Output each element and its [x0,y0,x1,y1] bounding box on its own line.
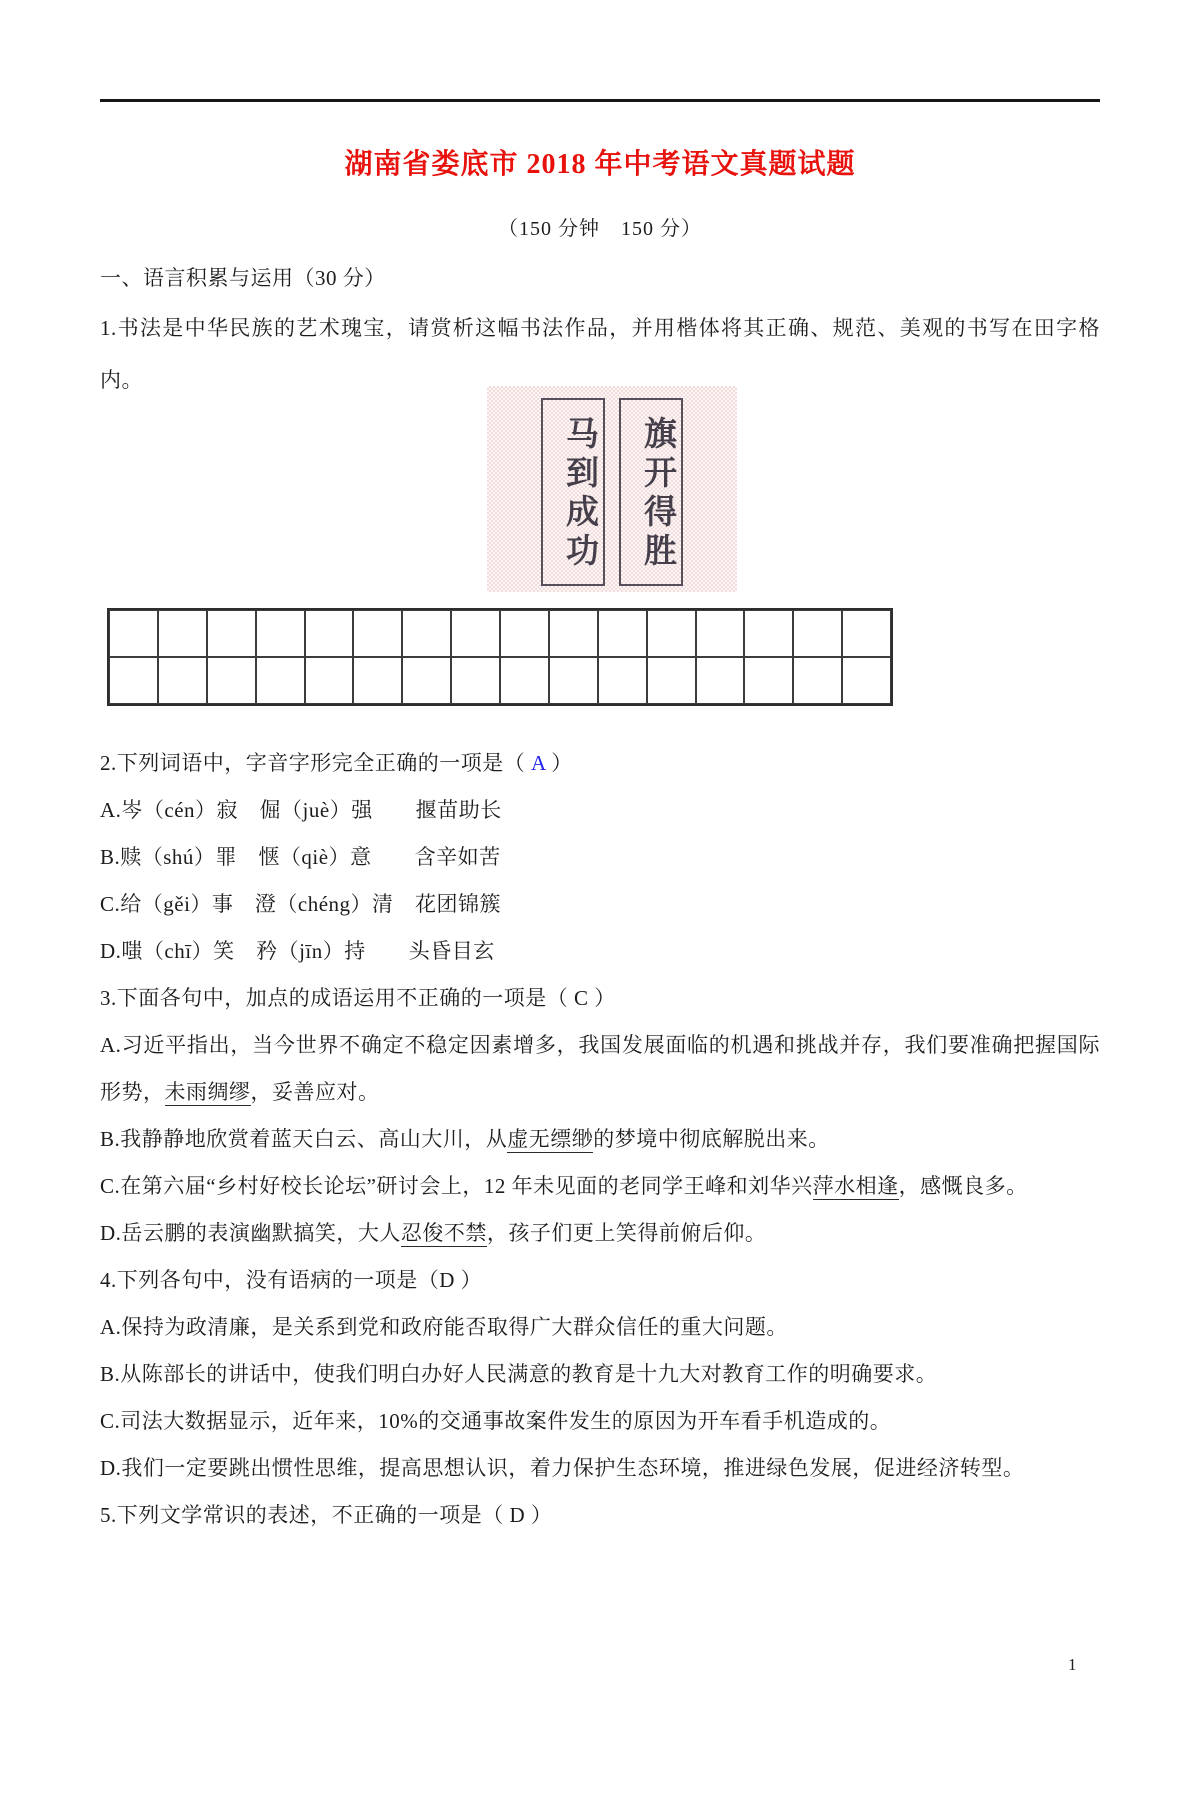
q3-a-text: A.习近平指出，当今世界不确定不稳定因素增多，我国发展面临的机遇和挑战并存，我们要准确把握国际形势， [100,1033,1100,1104]
grid-cell [402,657,451,704]
grid-cell [647,657,696,704]
q3-b-text-end: 的梦境中彻底解脱出来。 [593,1127,830,1151]
q2-option-d: D.嗤（chī）笑 矜（jīn）持 头昏目玄 [100,939,495,963]
underlined-idiom: 萍水相逢 [812,1174,899,1198]
grid-cell [402,610,451,657]
grid-cell [256,610,305,657]
underlined-idiom: 虚无缥缈 [507,1127,594,1151]
section-heading: 一、语言积累与运用（30 分） [100,266,386,290]
grid-cell [207,610,256,657]
grid-cell [793,610,842,657]
q4-option-a: A.保持为政清廉，是关系到党和政府能否取得广大群众信任的重大问题。 [100,1315,788,1339]
grid-cell [842,610,891,657]
question-3-stem: 3.下面各句中，加点的成语运用不正确的一项是（ C ） [100,986,616,1010]
grid-cell [451,657,500,704]
q3-option-d [100,1210,1100,1257]
practice-grid [107,608,893,706]
grid-cell [500,610,549,657]
grid-cell [842,657,891,704]
q3-d-text-end: ，孩子们更上笑得前俯后仰。 [486,1221,767,1245]
question-4-stem: 4.下列各句中，没有语病的一项是（D ） [100,1268,483,1292]
grid-cell [158,657,207,704]
header-rule [100,99,1100,102]
grid-cell [793,657,842,704]
grid-cell [451,610,500,657]
question-5-stem: 5.下列文学常识的表述，不正确的一项是（ D ） [100,1503,553,1527]
grid-cell [696,657,745,704]
calligraphy-panel-left: 马到成功 [541,398,605,586]
grid-cell [256,657,305,704]
q4-option-d: D.我们一定要跳出惯性思维，提高思想认识，着力保护生态环境，推进绿色发展，促进经济转型。 [100,1456,1025,1480]
underlined-idiom: 未雨绸缪 [164,1080,251,1104]
grid-cell [744,657,793,704]
exam-duration-score: （150 分钟 150 分） [498,218,702,240]
q3-b-text: B.我静静地欣赏着蓝天白云、高山大川，从 [100,1127,508,1151]
grid-cell [305,610,354,657]
q4-option-c: C.司法大数据显示，近年来，10%的交通事故案件发生的原因为开车看手机造成的。 [100,1409,892,1433]
q3-option-a [100,1022,1100,1116]
q3-option-b [100,1116,1100,1163]
grid-cell [109,610,158,657]
grid-cell [598,657,647,704]
q2-stem-after: ） [545,751,573,775]
page-title: 湖南省娄底市 2018 年中考语文真题试题 [344,149,856,180]
grid-cell [207,657,256,704]
grid-cell [353,610,402,657]
grid-cell [353,657,402,704]
grid-cell [598,610,647,657]
q2-option-a: A.岑（cén）寂 倔（juè）强 揠苗助长 [100,798,502,822]
q2-option-c: C.给（gěi）事 澄（chéng）清 花团锦簇 [100,892,502,916]
q3-c-text-end: ，感慨良多。 [898,1174,1028,1198]
page-number: 1 [1068,1655,1077,1674]
grid-cell [158,610,207,657]
grid-cell [696,610,745,657]
grid-cell [305,657,354,704]
q3-option-c [100,1163,1100,1210]
q3-d-text: D.岳云鹏的表演幽默搞笑，大人 [100,1221,401,1245]
q2-stem-before: 2.下列词语中，字音字形完全正确的一项是（ [100,751,531,775]
exam-page [0,99,1200,1539]
q3-a-text-end: ，妥善应对。 [250,1080,380,1104]
calligraphy-image [487,386,737,592]
grid-cell [549,657,598,704]
grid-cell [744,610,793,657]
grid-cell [500,657,549,704]
grid-cell [647,610,696,657]
q3-c-text: C.在第六届“乡村好校长论坛”研讨会上，12 年未见面的老同学王峰和刘华兴 [100,1174,813,1198]
q4-option-b: B.从陈部长的讲话中，使我们明白办好人民满意的教育是十九大对教育工作的明确要求。 [100,1362,938,1386]
q2-answer: A [531,751,546,775]
underlined-idiom: 忍俊不禁 [400,1221,487,1245]
question-1-text: 1.书法是中华民族的艺术瑰宝，请赏析这幅书法作品，并用楷体将其正确、规范、美观的书写在田字格内。 [100,316,1100,392]
question-2-stem [100,740,1100,787]
grid-cell [109,657,158,704]
grid-cell [549,610,598,657]
calligraphy-panel-right: 旗开得胜 [619,398,683,586]
q2-option-b: B.赎（shú）罪 惬（qiè）意 含辛如苦 [100,845,501,869]
